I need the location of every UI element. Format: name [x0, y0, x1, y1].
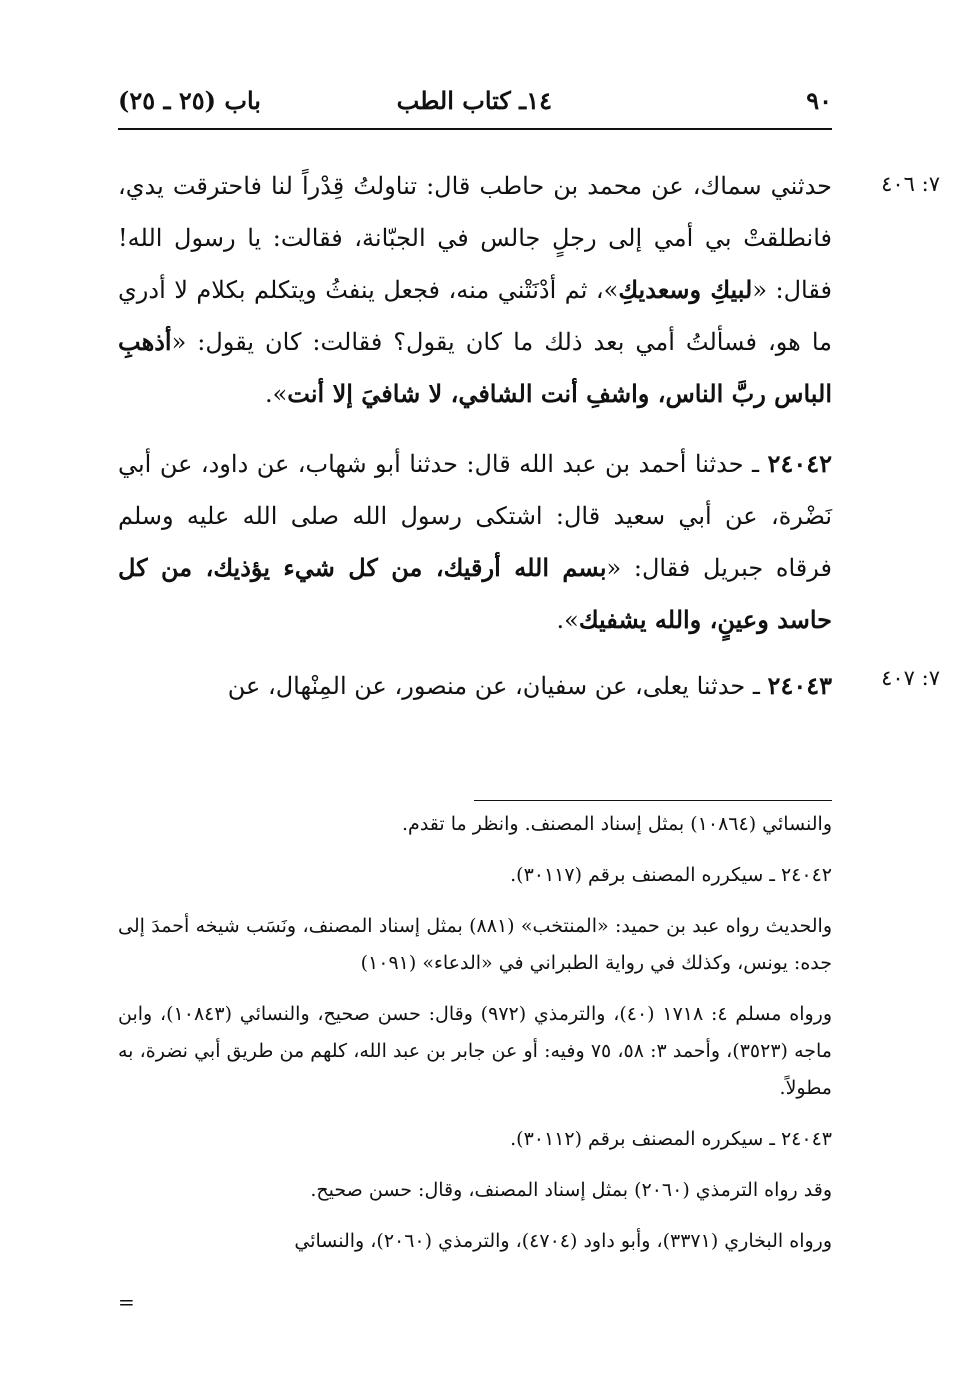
text-run: ـ حدثنا أحمد بن عبد الله قال: حدثنا أبو شهاب، عن داود، عن أبي نَضْرة، عن أبي سعيد قال: اشتكى رسول الله صلى الله عليه وسلم فرقاه جبريل فقال: «	[118, 450, 832, 582]
footnote: ٢٤٠٤٢ ـ سيكرره المصنف برقم (٣٠١١٧).	[510, 864, 832, 886]
entry-text	[118, 660, 832, 712]
footnote: ورواه مسلم ٤: ١٧١٨ (٤٠)، والترمذي (٩٧٢) وقال: حسن صحيح، والنسائي (١٠٨٤٣)، وابن ماجه (٣٥٢٣)، وأحمد ٣: ٥٨، ٧٥ وفيه: أو عن جابر بن عبد الله، كلهم من طريق أبي نضرة، به مطولاً.	[118, 1003, 832, 1099]
margin-reference: ٧: ٤٠٧	[881, 666, 940, 690]
footnote: وقد رواه الترمذي (٢٠٦٠) بمثل إسناد المصنف، وقال: حسن صحيح.	[310, 1179, 832, 1201]
text-run: ».	[556, 606, 579, 634]
text-run: حدثني سماك، عن محمد بن حاطب قال: تناولتُ قِدْراً لنا فاحترقت يدي، فانطلقتْ بي أمي إلى رجلٍ جالس في الجبّانة، فقالت: يا رسول الله! فقال: «	[118, 172, 833, 304]
footnote: والنسائي (١٠٨٦٤) بمثل إسناد المصنف. وانظر ما تقدم.	[402, 813, 832, 835]
hadith-entry	[118, 660, 832, 712]
footnote-rule	[474, 800, 832, 801]
bold-text-run: ٢٤٠٤٣	[767, 671, 832, 700]
section-range: باب (٢٥ ـ ٢٥)	[118, 86, 261, 115]
bold-text-run: لبيكِ وسعديكِ	[618, 275, 753, 304]
text-run: »، ثم أدْنَتْني منه، فجعل ينفثُ ويتكلم بكلام لا أدري ما هو، فسألتُ أمي بعد ذلك ما كان يقول؟ فقالت: كان يقول: «	[118, 276, 832, 356]
entry-text	[118, 438, 832, 646]
bold-text-run: أذهبِ الباس ربَّ الناس، واشفِ أنت الشافي، لا شافيَ إلا أنت	[118, 327, 832, 408]
text-run: ـ حدثنا يعلى، عن سفيان، عن منصور، عن المِنْهال، عن	[227, 672, 768, 700]
page-header	[118, 84, 832, 124]
hadith-entry	[118, 438, 832, 646]
bold-text-run: بسم الله أرقيك، من كل شيء يؤذيك، من كل حاسد وعينٍ، والله يشفيك	[118, 553, 832, 634]
bold-text-run: ٢٤٠٤٢	[767, 449, 832, 478]
margin-reference: ٧: ٤٠٦	[881, 172, 940, 196]
continuation-mark: =	[118, 1290, 135, 1314]
header-rule	[118, 128, 832, 130]
text-run: ».	[264, 380, 288, 408]
footnote: ورواه البخاري (٣٣٧١)، وأبو داود (٤٧٠٤)، والترمذي (٢٠٦٠)، والنسائي	[294, 1230, 832, 1252]
book-title: ١٤ـ كتاب الطب	[396, 86, 552, 115]
hadith-entry	[118, 160, 832, 420]
footnotes	[118, 806, 832, 1260]
footnote: ٢٤٠٤٣ ـ سيكرره المصنف برقم (٣٠١١٢).	[510, 1128, 832, 1150]
entry-text	[118, 160, 832, 420]
footnote: والحديث رواه عبد بن حميد: «المنتخب» (٨٨١) بمثل إسناد المصنف، ونَسَب شيخه أحمدَ إلى جده: يونس، وكذلك في رواية الطبراني في «الدعاء» (١٠٩١)	[118, 915, 832, 974]
page-number: ٩٠	[806, 86, 832, 115]
